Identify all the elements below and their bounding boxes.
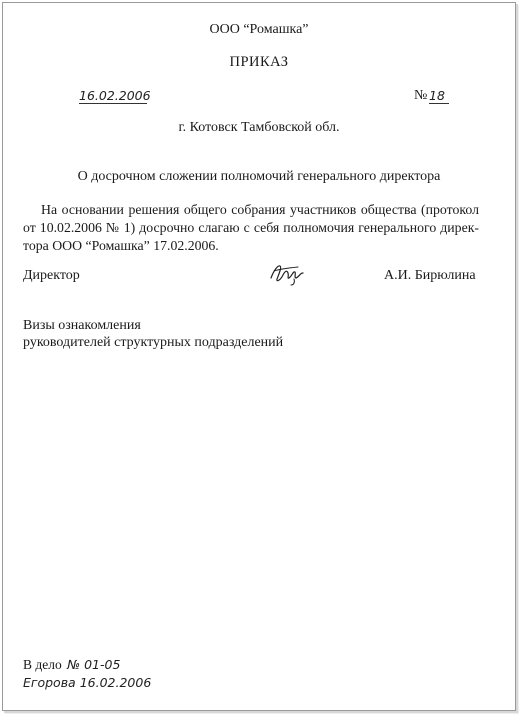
filing-label: В дело (23, 657, 62, 672)
document-page (2, 2, 516, 711)
body-line: тора ООО “Ромашка” 17.02.2006. (23, 238, 219, 253)
order-subject: О досрочном сложении полномочий генерального директора (77, 169, 441, 184)
signer-title: Директор (23, 268, 80, 283)
handwritten-signature (268, 261, 308, 292)
filing-case-number: № 01-05 (67, 657, 121, 672)
filing-note (23, 657, 120, 673)
body-line: от 10.02.2006 № 1) досрочно слагаю с себя полномочия генерального дирек- (23, 220, 479, 235)
visas-block (23, 317, 283, 351)
place-of-issue: г. Котовск Тамбовской обл. (178, 120, 340, 135)
document-type-heading: ПРИКАЗ (229, 54, 289, 70)
order-body (23, 201, 479, 255)
order-date: 16.02.2006 (79, 88, 151, 103)
signer-name: А.И. Бирюлина (384, 268, 476, 283)
visas-line: руководителей структурных подразделений (23, 335, 284, 350)
filing-signed-by: Егорова 16.02.2006 (23, 675, 152, 690)
body-line: На основании решения общего собрания участников общества (протокол (41, 202, 479, 217)
order-number-label: № (414, 88, 428, 103)
order-number: 18 (429, 89, 449, 104)
visas-line: Визы ознакомления (23, 318, 141, 333)
organization-name: ООО “Ромашка” (209, 22, 309, 37)
